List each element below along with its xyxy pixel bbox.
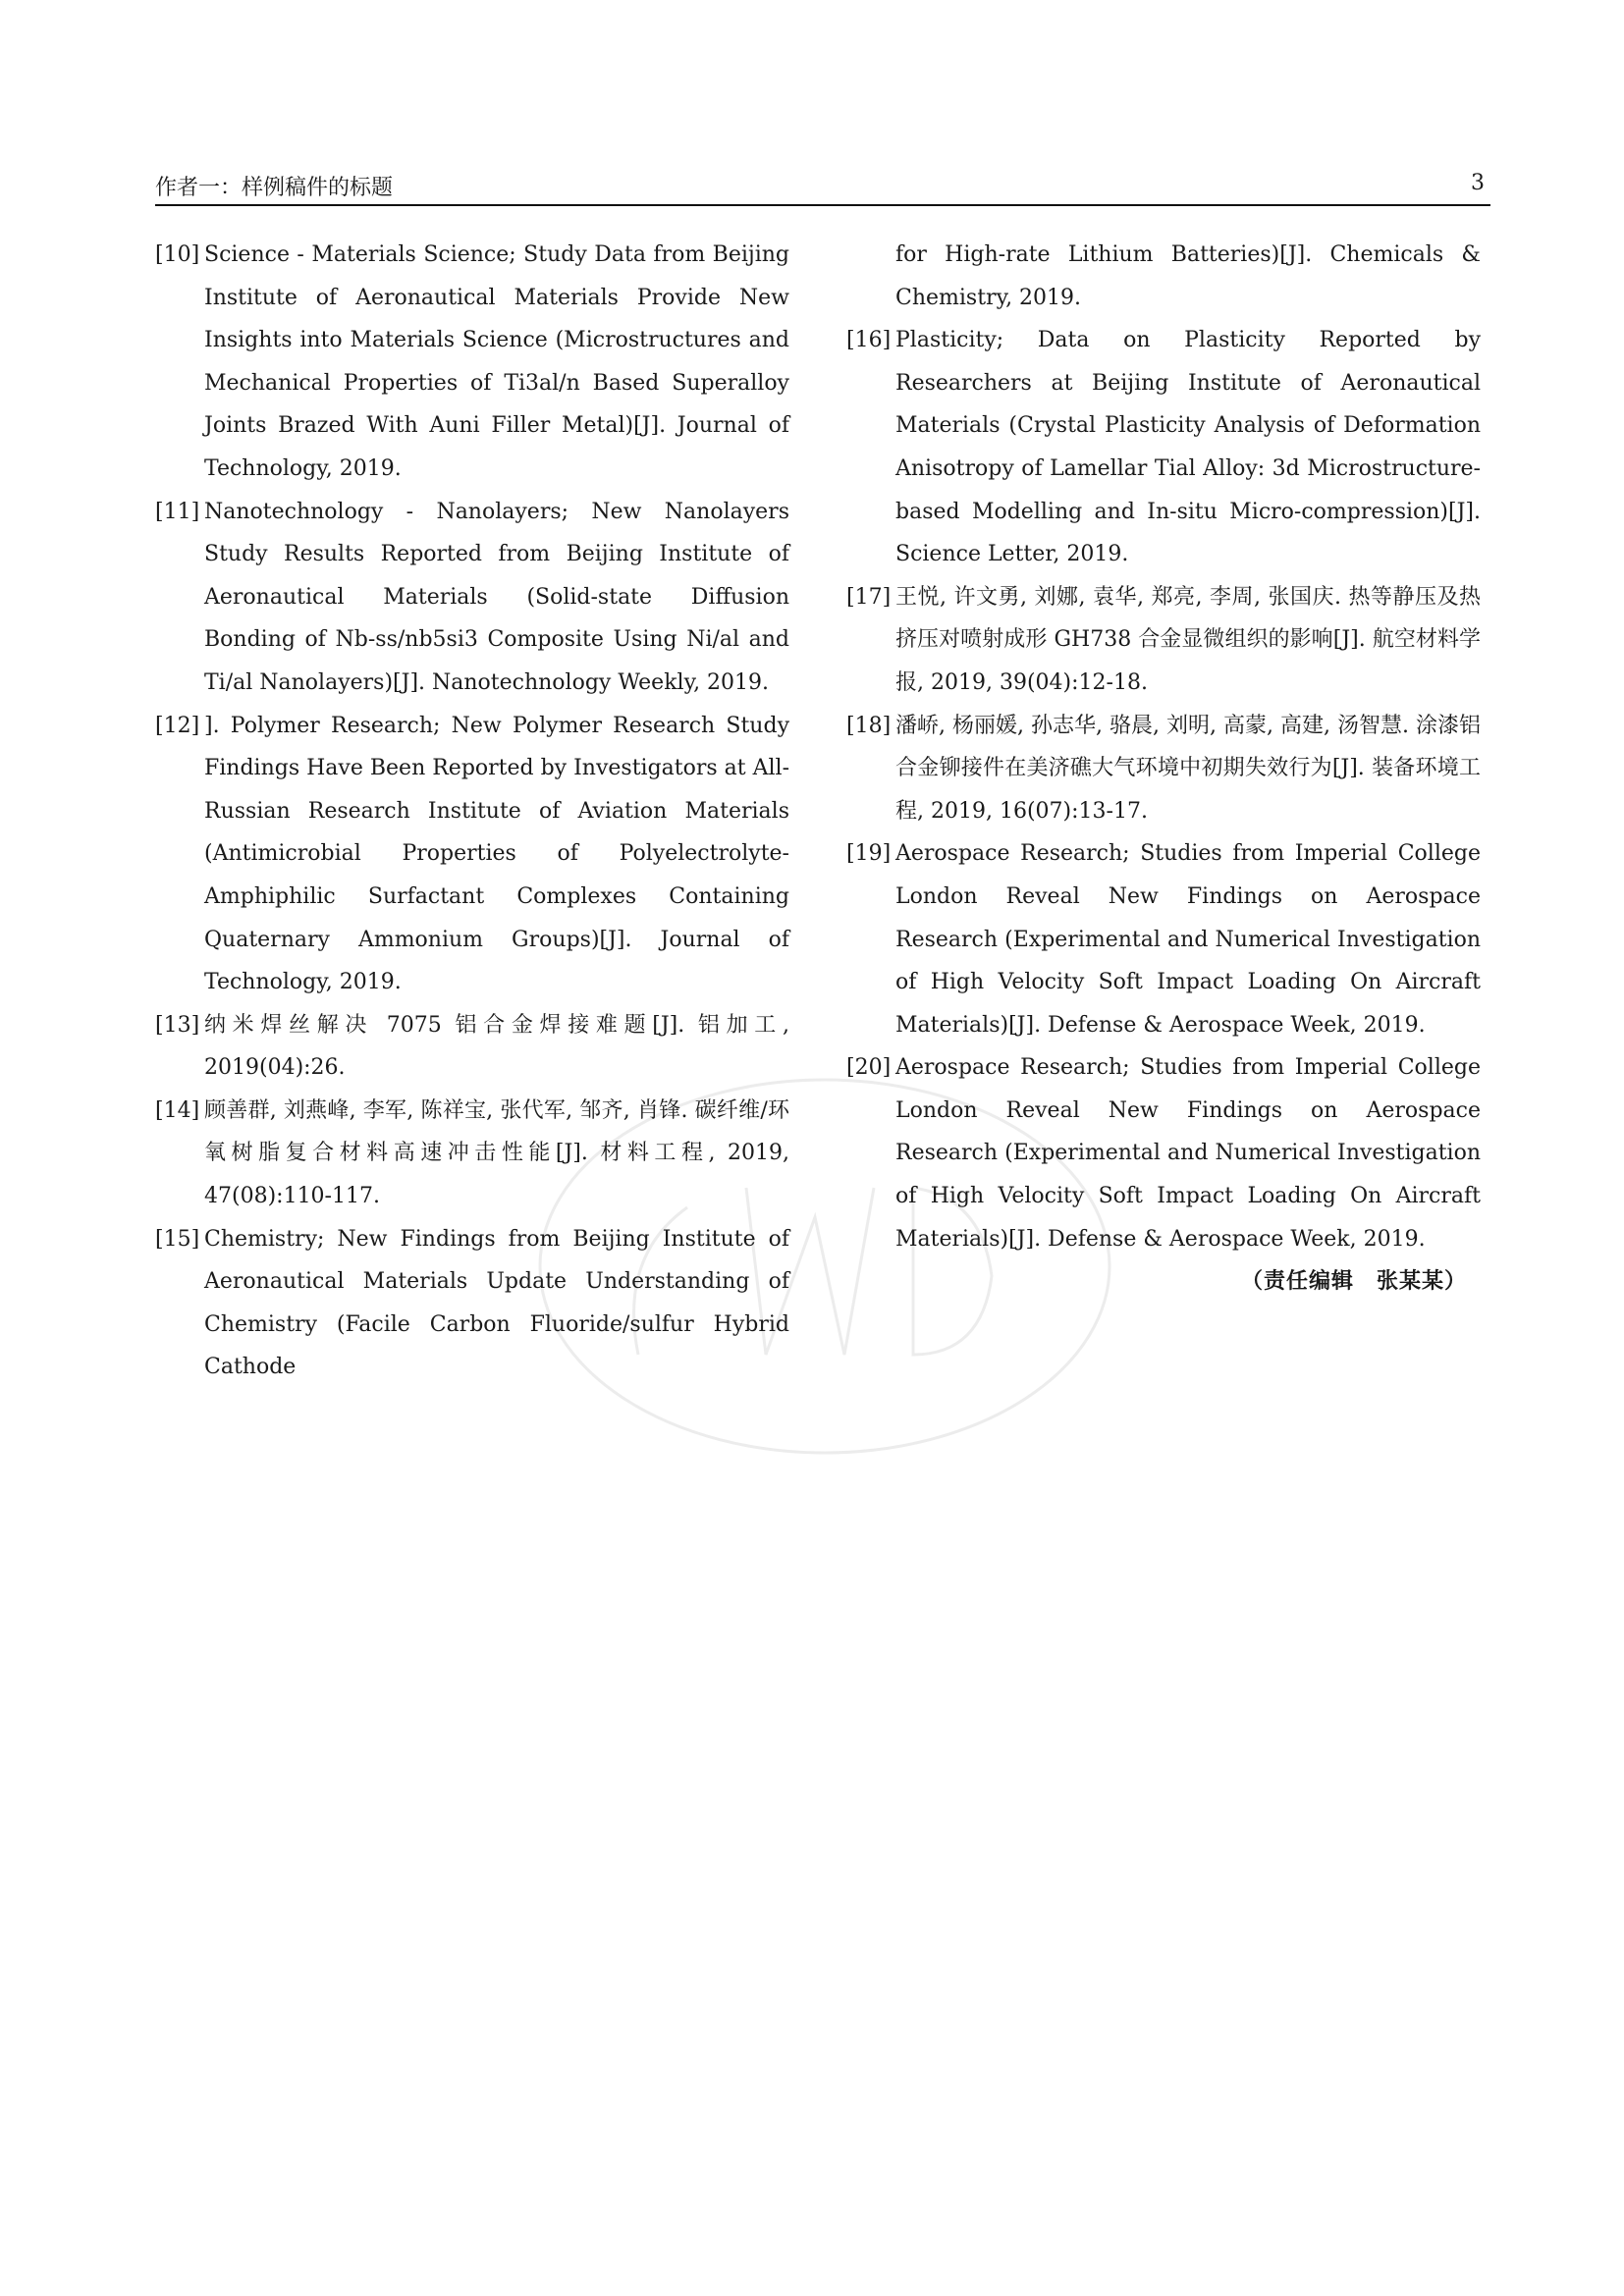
reference-number: [11] xyxy=(155,499,200,524)
reference-text: 顾善群, 刘燕峰, 李军, 陈祥宝, 张代军, 邹齐, 肖锋. 碳纤维/环氧树脂复合材料高速冲击性能[J]. 材料工程, 2019, 47(08):110-117. xyxy=(204,1097,789,1209)
reference-text: Plasticity; Data on Plasticity Reported by Researchers at Beijing Institute of Aeronautical Materials (Crystal Plasticity Analysis of Deformation Anisotropy of Lamellar Tial Alloy: 3d Microstructure-based Modelling and In-situ Micro-compression)[J]. Science Letter, 2019. xyxy=(895,328,1481,567)
reference-text: 潘峤, 杨丽媛, 孙志华, 骆晨, 刘明, 高蒙, 高建, 汤智慧. 涂漆铝合金铆接件在美济礁大气环境中初期失效行为[J]. 装备环境工程, 2019, 16(07):13-17. xyxy=(895,713,1481,824)
reference-number: [19] xyxy=(846,841,892,867)
reference-item xyxy=(846,832,1481,1046)
page-number: 3 xyxy=(1471,171,1485,195)
reference-number: [16] xyxy=(846,328,892,353)
reference-item xyxy=(155,1090,789,1218)
reference-number: [15] xyxy=(155,1226,200,1252)
reference-item xyxy=(155,234,789,491)
reference-item xyxy=(155,1218,789,1389)
reference-text: ]. Polymer Research; New Polymer Research Study Findings Have Been Reported by Investigators at All-Russian Research Institute of Aviation Materials (Antimicrobial Properties of Polyelectrolyte-Amphiphilic Surfactant Complexes Containing Quaternary Ammonium Groups)[J]. Journal of Technology, 2019. xyxy=(204,713,790,995)
reference-number: [10] xyxy=(155,242,200,267)
reference-text: Aerospace Research; Studies from Imperial College London Reveal New Findings on Aerospace Research (Experimental and Numerical Investigation of High Velocity Soft Impact Loading On Aircraft Materials)[J]. Defense & Aerospace Week, 2019. xyxy=(895,1055,1481,1252)
reference-item xyxy=(846,705,1481,833)
left-column xyxy=(155,234,789,1389)
reference-item xyxy=(155,1004,789,1090)
reference-item xyxy=(846,1046,1481,1260)
reference-text: 纳米焊丝解决 7075 铝合金焊接难题[J]. 铝加工, 2019(04):26. xyxy=(204,1012,789,1081)
reference-text: Aerospace Research; Studies from Imperial College London Reveal New Findings on Aerospace Research (Experimental and Numerical Investigation of High Velocity Soft Impact Loading On Aircraft Materials)[J]. Defense & Aerospace Week, 2019. xyxy=(895,841,1481,1038)
reference-number: [18] xyxy=(846,713,892,738)
reference-text: for High-rate Lithium Batteries)[J]. Chemicals & Chemistry, 2019. xyxy=(895,242,1481,310)
reference-item xyxy=(155,491,789,705)
right-column xyxy=(846,234,1481,1304)
reference-text: Science - Materials Science; Study Data from Beijing Institute of Aeronautical Materials Provide New Insights into Materials Science (Microstructures and Mechanical Properties of Ti3al/n Based Superalloy Joints Brazed With Auni Filler Metal)[J]. Journal of Technology, 2019. xyxy=(204,242,789,481)
reference-text: Chemistry; New Findings from Beijing Institute of Aeronautical Materials Update Understanding of Chemistry (Facile Carbon Fluoride/sulfur Hybrid Cathode xyxy=(204,1226,789,1380)
running-title: 作者一：样例稿件的标题 xyxy=(155,176,394,200)
reference-number: [12] xyxy=(155,713,200,738)
reference-continuation xyxy=(846,234,1481,319)
reference-number: [17] xyxy=(846,584,892,610)
reference-number: [14] xyxy=(155,1097,200,1123)
reference-item xyxy=(846,319,1481,576)
running-header xyxy=(155,169,1490,206)
reference-number: [13] xyxy=(155,1012,200,1038)
reference-item xyxy=(846,576,1481,705)
reference-text: Nanotechnology - Nanolayers; New Nanolayers Study Results Reported from Beijing Institute of Aeronautical Materials (Solid-state Diffusion Bonding of Nb-ss/nb5si3 Composite Using Ni/al and Ti/al Nanolayers)[J]. Nanotechnology Weekly, 2019. xyxy=(204,499,789,695)
reference-item xyxy=(155,705,789,1004)
reference-number: [20] xyxy=(846,1055,892,1081)
reference-text: 王悦, 许文勇, 刘娜, 袁华, 郑亮, 李周, 张国庆. 热等静压及热挤压对喷射成形 GH738 合金显微组织的影响[J]. 航空材料学报, 2019, 39(04):12-18. xyxy=(895,584,1481,695)
responsible-editor-note: （责任编辑 张某某） xyxy=(1240,1269,1467,1295)
